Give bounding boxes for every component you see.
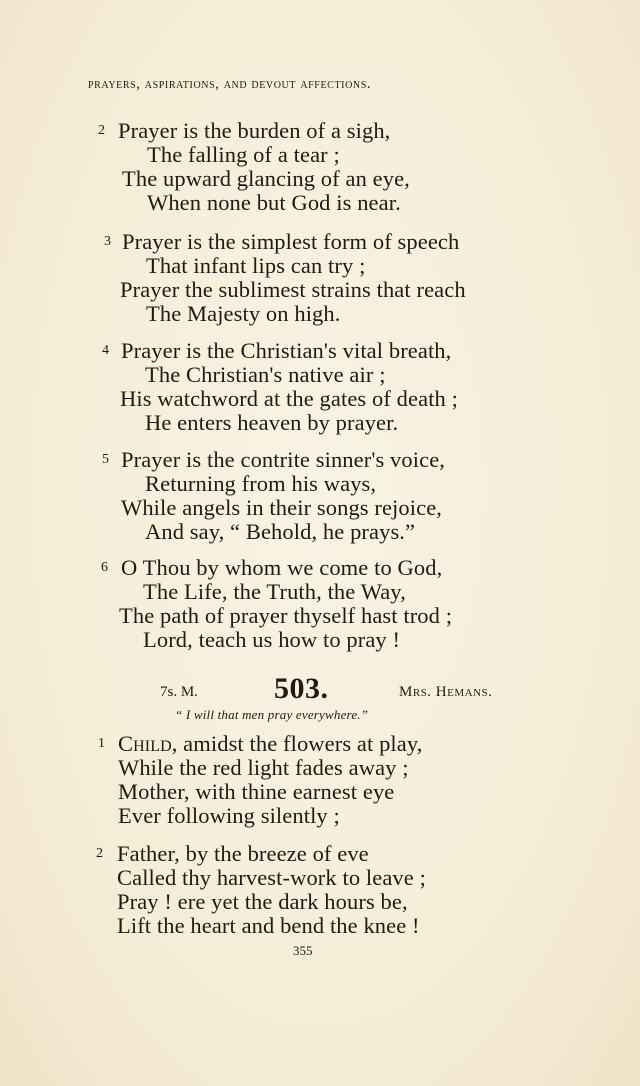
verse-line: When none but God is near. (147, 190, 401, 215)
hymn-header (0, 672, 640, 706)
verse-line: His watchword at the gates of death ; (120, 386, 458, 411)
verse-line: The upward glancing of an eye, (122, 166, 410, 191)
verse-line: The Majesty on high. (146, 301, 341, 326)
verse-line: O Thou by whom we come to God, (121, 555, 443, 580)
verse-line: Pray ! ere yet the dark hours be, (117, 889, 408, 914)
verse-line: And say, “ Behold, he prays.” (145, 519, 416, 544)
verse-line: Father, by the breeze of eve (117, 841, 369, 866)
verse-line: While angels in their songs rejoice, (121, 495, 443, 520)
verse-line: Returning from his ways, (145, 471, 377, 496)
verse-number: 2 (98, 123, 105, 138)
verse-number: 1 (98, 736, 105, 751)
hymn-meter: 7s. M. (160, 684, 198, 700)
verse-line: The Christian's native air ; (145, 362, 386, 387)
verse-line: He enters heaven by prayer. (145, 410, 399, 435)
verse-number: 3 (104, 234, 111, 249)
hymn-author: Mrs. Hemans. (399, 684, 493, 700)
verse-line: Prayer is the contrite sinner's voice, (121, 447, 446, 472)
hymn-epigraph: “ I will that men pray everywhere.” (175, 707, 369, 722)
verse-line: Lift the heart and bend the knee ! (117, 913, 420, 938)
verse-line: While the red light fades away ; (118, 755, 409, 780)
verse-number: 4 (102, 343, 109, 358)
verse-line: Mother, with thine earnest eye (118, 779, 395, 804)
verse-line: That infant lips can try ; (146, 253, 366, 278)
page-number: 355 (293, 943, 313, 958)
verse-line: The falling of a tear ; (147, 142, 340, 167)
running-head: prayers, aspirations, and devout affections. (88, 76, 372, 92)
verse-line: Prayer is the simplest form of speech (122, 229, 460, 254)
verse-line: Prayer the sublimest strains that reach (120, 277, 466, 302)
hymn-number: 503. (274, 672, 329, 705)
verse-line: The path of prayer thyself hast trod ; (119, 603, 453, 628)
verse-first-word: Child, (118, 731, 178, 756)
verse-number: 2 (96, 846, 103, 861)
verse-line: Ever following silently ; (118, 803, 340, 828)
verse-line-rest: amidst the flowers at play, (177, 731, 423, 756)
verse-number: 6 (101, 560, 108, 575)
verse-line (118, 731, 422, 757)
verse-line: The Life, the Truth, the Way, (143, 579, 406, 604)
verse-line: Lord, teach us how to pray ! (143, 627, 401, 652)
verse-line: Prayer is the burden of a sigh, (118, 118, 391, 143)
verse-line: Prayer is the Christian's vital breath, (121, 338, 452, 363)
verse-line: Called thy harvest-work to leave ; (117, 865, 426, 890)
verse-number: 5 (102, 452, 109, 467)
